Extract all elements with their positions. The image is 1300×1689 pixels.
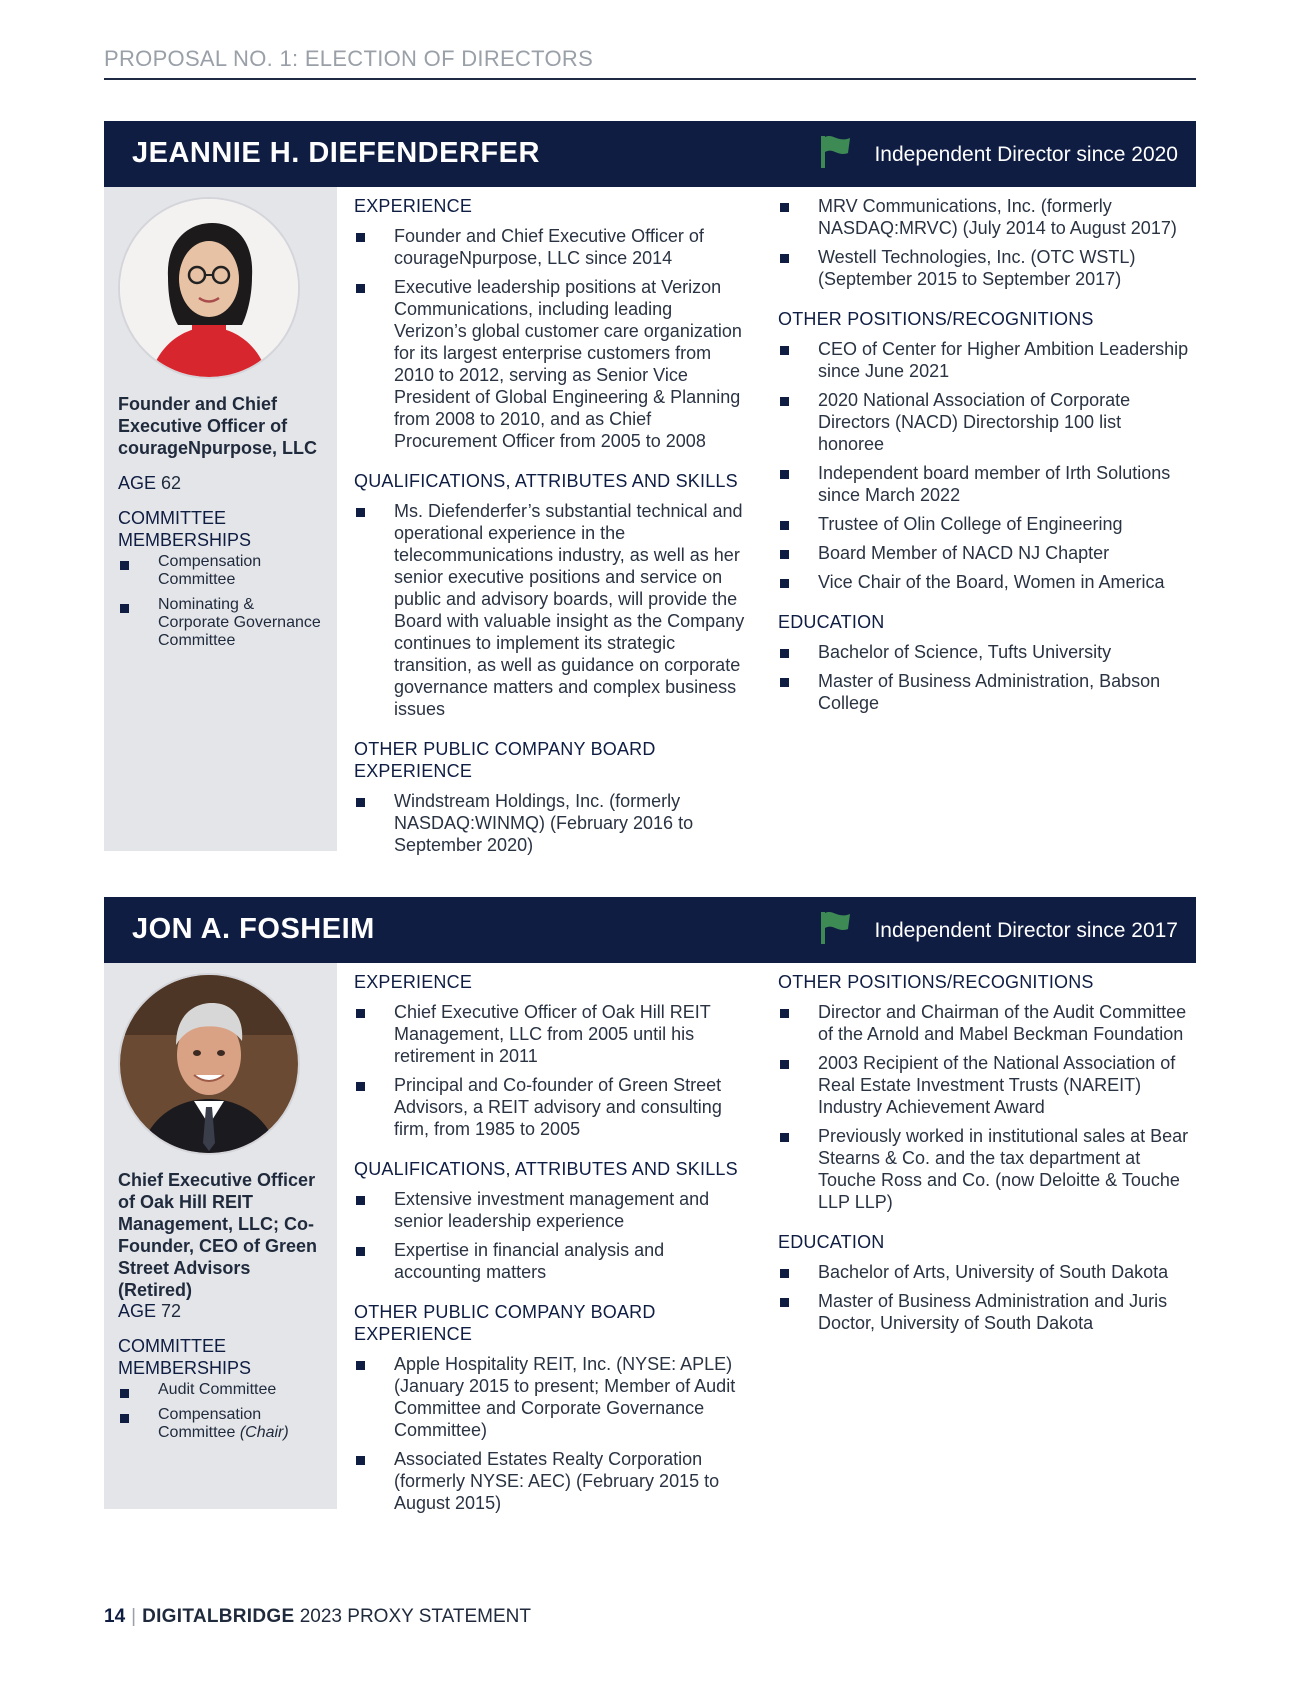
experience-heading: EXPERIENCE: [354, 972, 473, 992]
director-name: JON A. FOSHEIM: [132, 913, 375, 945]
committee-list: [118, 1381, 323, 1449]
list-item: 2003 Recipient of the National Association of Real Estate Investment Trusts (NAREIT) Industry Achievement Award: [778, 1052, 1192, 1118]
list-item: Bachelor of Arts, University of South Dakota: [778, 1261, 1192, 1283]
list-item: CEO of Center for Higher Ambition Leadership since June 2021: [778, 338, 1192, 382]
committee-item: Compensation Committee: [118, 553, 323, 589]
director-column-right: [778, 195, 1192, 732]
committee-memberships-heading: COMMITTEE MEMBERSHIPS: [118, 508, 252, 550]
director-banner: [104, 897, 1196, 963]
qualifications-heading: QUALIFICATIONS, ATTRIBUTES AND SKILLS: [354, 471, 738, 491]
director-photo: [120, 975, 298, 1153]
list-item: Extensive investment management and senior leadership experience: [354, 1188, 749, 1232]
director-photo: [120, 199, 298, 377]
page-footer: [104, 1606, 531, 1628]
director-age: [118, 473, 181, 494]
board-experience-list: [354, 1353, 749, 1514]
education-heading: EDUCATION: [778, 1232, 885, 1252]
list-item: Board Member of NACD NJ Chapter: [778, 542, 1192, 564]
list-item: Founder and Chief Executive Officer of courageNpurpose, LLC since 2014: [354, 225, 749, 269]
list-item: Westell Technologies, Inc. (OTC WSTL) (September 2015 to September 2017): [778, 246, 1192, 290]
list-item: Trustee of Olin College of Engineering: [778, 513, 1192, 535]
list-item: 2020 National Association of Corporate Directors (NACD) Directorship 100 list honoree: [778, 389, 1192, 455]
qualifications-heading: QUALIFICATIONS, ATTRIBUTES AND SKILLS: [354, 1159, 738, 1179]
list-item: Master of Business Administration, Babson College: [778, 670, 1192, 714]
other-positions-list: [778, 1001, 1192, 1213]
director-profile-diefenderfer: [104, 121, 1196, 855]
list-item: Associated Estates Realty Corporation (formerly NYSE: AEC) (February 2015 to August 2015): [354, 1448, 749, 1514]
list-item: Previously worked in institutional sales at Bear Stearns & Co. and the tax department at Touche Ross and Co. (now Deloitte & Touche LLP LLP): [778, 1125, 1192, 1213]
director-title: Chief Executive Officer of Oak Hill REIT Management, LLC; Co-Founder, CEO of Green Street Advisors (Retired): [118, 1170, 318, 1300]
director-column-left: [354, 971, 749, 1532]
director-sidebar: [104, 187, 337, 851]
other-positions-list: [778, 338, 1192, 593]
director-banner: [104, 121, 1196, 187]
committee-chair-note: (Chair): [239, 1424, 289, 1441]
flag-icon: [818, 909, 852, 945]
director-name: JEANNIE H. DIEFENDERFER: [132, 137, 540, 169]
footer-brand: DIGITALBRIDGE: [142, 1606, 295, 1627]
portrait-woman-icon: [120, 199, 298, 377]
director-age: [118, 1301, 181, 1322]
other-positions-heading: OTHER POSITIONS/RECOGNITIONS: [778, 309, 1094, 329]
list-item: Principal and Co-founder of Green Street Advisors, a REIT advisory and consulting firm, from 1985 to 2005: [354, 1074, 749, 1140]
independent-director-since: Independent Director since 2017: [874, 919, 1178, 942]
qualifications-list: [354, 1188, 749, 1283]
director-profile-fosheim: [104, 897, 1196, 1513]
director-column-left: [354, 195, 749, 874]
education-list: [778, 641, 1192, 714]
experience-list: [354, 225, 749, 452]
portrait-man-icon: [120, 975, 298, 1153]
list-item: Expertise in financial analysis and accounting matters: [354, 1239, 749, 1283]
board-experience-heading: OTHER PUBLIC COMPANY BOARD EXPERIENCE: [354, 1302, 656, 1344]
committee-item: [118, 1406, 323, 1442]
board-experience-heading: OTHER PUBLIC COMPANY BOARD EXPERIENCE: [354, 739, 656, 781]
director-title: Founder and Chief Executive Officer of courageNpurpose, LLC: [118, 394, 318, 458]
age-label: AGE: [118, 473, 157, 493]
committee-memberships-heading: COMMITTEE MEMBERSHIPS: [118, 1336, 252, 1378]
board-experience-list-continued: [778, 195, 1192, 290]
committee-name: Compensation Committee: [158, 1406, 262, 1441]
list-item: Bachelor of Science, Tufts University: [778, 641, 1192, 663]
experience-heading: EXPERIENCE: [354, 196, 473, 216]
list-item: Chief Executive Officer of Oak Hill REIT Management, LLC from 2005 until his retirement in 2011: [354, 1001, 749, 1067]
footer-doc-title: 2023 PROXY STATEMENT: [299, 1606, 531, 1627]
list-item: Executive leadership positions at Verizon Communications, including leading Verizon’s global customer care organization for its largest enterprise customers from 2010 to 2012, serving as Senior Vice President of Global Engineering & Planning from 2008 to 2010, and as Chief Procurement Officer from 2005 to 2008: [354, 276, 749, 452]
director-column-right: [778, 971, 1192, 1352]
qualifications-list: [354, 500, 749, 720]
education-list: [778, 1261, 1192, 1334]
other-positions-heading: OTHER POSITIONS/RECOGNITIONS: [778, 972, 1094, 992]
list-item: Windstream Holdings, Inc. (formerly NASDAQ:WINMQ) (February 2016 to September 2020): [354, 790, 749, 856]
list-item: Vice Chair of the Board, Women in America: [778, 571, 1192, 593]
director-sidebar: [104, 963, 337, 1509]
list-item: Independent board member of Irth Solutions since March 2022: [778, 462, 1192, 506]
age-value: 62: [161, 473, 182, 493]
footer-divider: |: [131, 1606, 137, 1627]
page-number: 14: [104, 1606, 126, 1627]
board-experience-list: [354, 790, 749, 856]
list-item: Apple Hospitality REIT, Inc. (NYSE: APLE) (January 2015 to present; Member of Audit Committee and Corporate Governance Committee): [354, 1353, 749, 1441]
age-value: 72: [161, 1301, 182, 1321]
age-label: AGE: [118, 1301, 157, 1321]
committee-item: Audit Committee: [118, 1381, 323, 1399]
flag-icon: [818, 133, 852, 169]
experience-list: [354, 1001, 749, 1140]
list-item: MRV Communications, Inc. (formerly NASDAQ:MRVC) (July 2014 to August 2017): [778, 195, 1192, 239]
list-item: Master of Business Administration and Juris Doctor, University of South Dakota: [778, 1290, 1192, 1334]
list-item: Director and Chairman of the Audit Committee of the Arnold and Mabel Beckman Foundation: [778, 1001, 1192, 1045]
page-section-header: PROPOSAL NO. 1: ELECTION OF DIRECTORS: [104, 46, 1196, 80]
education-heading: EDUCATION: [778, 612, 885, 632]
committee-list: [118, 553, 323, 657]
list-item: Ms. Diefenderfer’s substantial technical and operational experience in the telecommunications industry, as well as her senior executive positions and service on public and advisory boards, will provide the Board with valuable insight as the Company continues to implement its strategic transition, as well as guidance on corporate governance matters and complex business issues: [354, 500, 749, 720]
committee-item: Nominating & Corporate Governance Committee: [118, 596, 323, 650]
independent-director-since: Independent Director since 2020: [874, 143, 1178, 166]
